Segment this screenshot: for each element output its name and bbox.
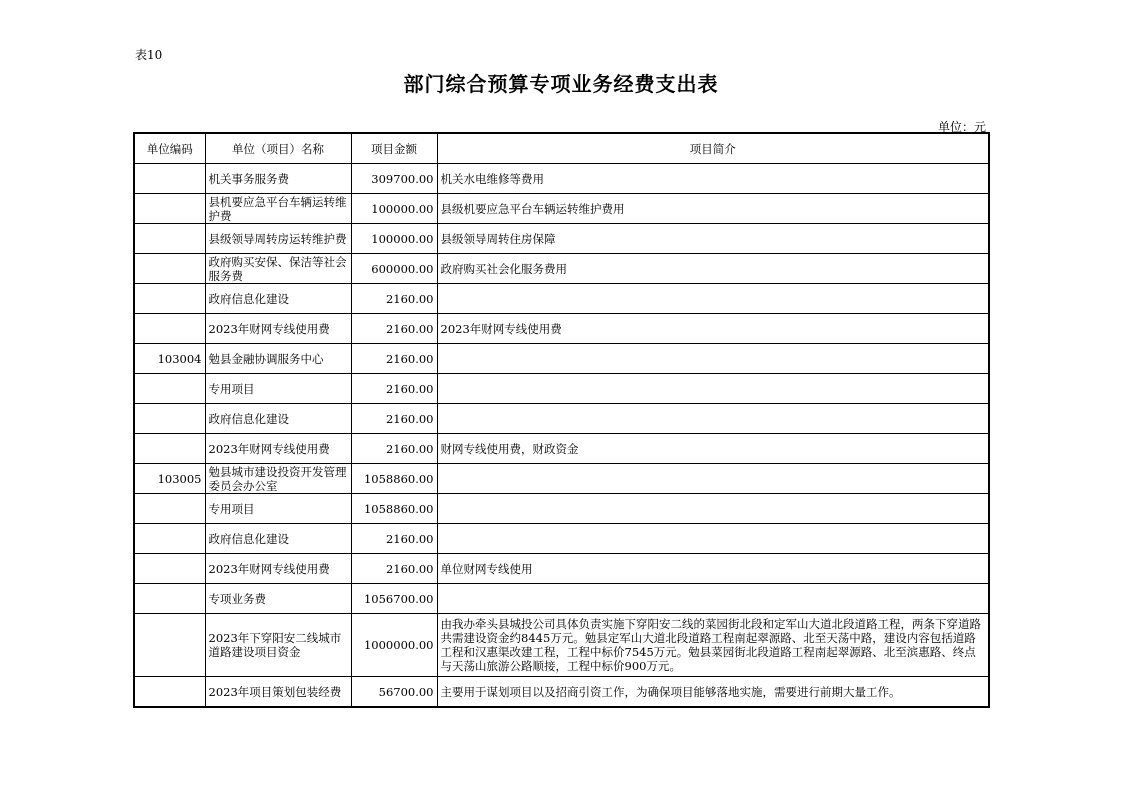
cell-unit-code: [134, 494, 205, 524]
cell-amount: 2160.00: [351, 554, 437, 584]
header-description: 项目简介: [437, 133, 989, 164]
cell-amount: 1058860.00: [351, 494, 437, 524]
cell-description: [437, 374, 989, 404]
cell-description: [437, 464, 989, 494]
unit-label: 单位：元: [937, 120, 986, 134]
table-row: [134, 464, 989, 494]
table-row: [134, 194, 989, 224]
cell-name: 2023年财网专线使用费: [205, 554, 351, 584]
table-row: [134, 677, 989, 708]
table-row: [134, 314, 989, 344]
cell-unit-code: [134, 164, 205, 194]
cell-unit-code: [134, 434, 205, 464]
cell-unit-code: [134, 554, 205, 584]
cell-description: [437, 524, 989, 554]
cell-unit-code: [134, 614, 205, 677]
cell-description: 财网专线使用费，财政资金: [437, 434, 989, 464]
budget-table: [133, 132, 990, 708]
cell-amount: 2160.00: [351, 524, 437, 554]
header-unit-code: 单位编码: [134, 133, 205, 164]
cell-unit-code: [134, 584, 205, 614]
cell-amount: 1058860.00: [351, 464, 437, 494]
table-row: [134, 254, 989, 284]
cell-amount: 309700.00: [351, 164, 437, 194]
cell-unit-code: 103004: [134, 344, 205, 374]
cell-name: 勉县城市建设投资开发管理委员会办公室: [205, 464, 351, 494]
table-row: [134, 344, 989, 374]
cell-description: 县级领导周转住房保障: [437, 224, 989, 254]
cell-amount: 2160.00: [351, 284, 437, 314]
cell-description: 县级机要应急平台车辆运转维护费用: [437, 194, 989, 224]
cell-amount: 2160.00: [351, 434, 437, 464]
cell-name: 2023年财网专线使用费: [205, 314, 351, 344]
cell-unit-code: [134, 524, 205, 554]
cell-name: 政府信息化建设: [205, 524, 351, 554]
cell-name: 政府信息化建设: [205, 284, 351, 314]
cell-amount: 100000.00: [351, 224, 437, 254]
cell-unit-code: [134, 404, 205, 434]
cell-name: 专用项目: [205, 494, 351, 524]
table-row: [134, 524, 989, 554]
cell-amount: 1056700.00: [351, 584, 437, 614]
cell-amount: 2160.00: [351, 374, 437, 404]
cell-description: 政府购买社会化服务费用: [437, 254, 989, 284]
table-row: [134, 284, 989, 314]
header-unit-name: 单位（项目）名称: [205, 133, 351, 164]
cell-amount: 56700.00: [351, 677, 437, 708]
cell-description: 2023年财网专线使用费: [437, 314, 989, 344]
cell-unit-code: [134, 254, 205, 284]
table-row: [134, 494, 989, 524]
cell-name: 县机要应急平台车辆运转维护费: [205, 194, 351, 224]
cell-amount: 100000.00: [351, 194, 437, 224]
cell-name: 2023年项目策划包装经费: [205, 677, 351, 708]
cell-description: 单位财网专线使用: [437, 554, 989, 584]
table-row: [134, 224, 989, 254]
cell-amount: 2160.00: [351, 314, 437, 344]
table-row: [134, 404, 989, 434]
cell-unit-code: 103005: [134, 464, 205, 494]
cell-description: [437, 494, 989, 524]
cell-name: 机关事务服务费: [205, 164, 351, 194]
cell-unit-code: [134, 314, 205, 344]
cell-unit-code: [134, 194, 205, 224]
cell-description: [437, 404, 989, 434]
table-row: [134, 584, 989, 614]
cell-name: 县级领导周转房运转维护费: [205, 224, 351, 254]
cell-name: 勉县金融协调服务中心: [205, 344, 351, 374]
cell-unit-code: [134, 374, 205, 404]
header-amount: 项目金额: [351, 133, 437, 164]
cell-amount: 1000000.00: [351, 614, 437, 677]
table-header-row: [134, 133, 989, 164]
cell-name: 专项业务费: [205, 584, 351, 614]
cell-description: [437, 584, 989, 614]
cell-name: 专用项目: [205, 374, 351, 404]
cell-amount: 600000.00: [351, 254, 437, 284]
table-row: [134, 554, 989, 584]
cell-amount: 2160.00: [351, 404, 437, 434]
table-row: [134, 164, 989, 194]
cell-description: 机关水电维修等费用: [437, 164, 989, 194]
cell-amount: 2160.00: [351, 344, 437, 374]
cell-description: [437, 344, 989, 374]
cell-name: 政府购买安保、保洁等社会服务费: [205, 254, 351, 284]
cell-description: [437, 284, 989, 314]
cell-name: 政府信息化建设: [205, 404, 351, 434]
table-row: [134, 614, 989, 677]
cell-name: 2023年财网专线使用费: [205, 434, 351, 464]
cell-description: 主要用于谋划项目以及招商引资工作，为确保项目能够落地实施，需要进行前期大量工作。: [437, 677, 989, 708]
cell-description: 由我办牵头县城投公司具体负责实施下穿阳安二线的菜园街北段和定军山大道北段道路工程，两条下穿道路共需建设资金约8445万元。勉县定军山大道北段道路工程南起翠源路、北至天荡中路，建设内容包括道路工程和汉惠渠改建工程，工程中标价7545万元。勉县菜园街北段道路工程南起翠源路、北至滨惠路、终点与天荡山旅游公路顺接，工程中标价900万元。: [437, 614, 989, 677]
table-number: 表10: [135, 48, 163, 62]
cell-unit-code: [134, 224, 205, 254]
page-title: 部门综合预算专项业务经费支出表: [403, 72, 719, 96]
table-row: [134, 434, 989, 464]
cell-unit-code: [134, 677, 205, 708]
cell-name: 2023年下穿阳安二线城市道路建设项目资金: [205, 614, 351, 677]
table-row: [134, 374, 989, 404]
cell-unit-code: [134, 284, 205, 314]
